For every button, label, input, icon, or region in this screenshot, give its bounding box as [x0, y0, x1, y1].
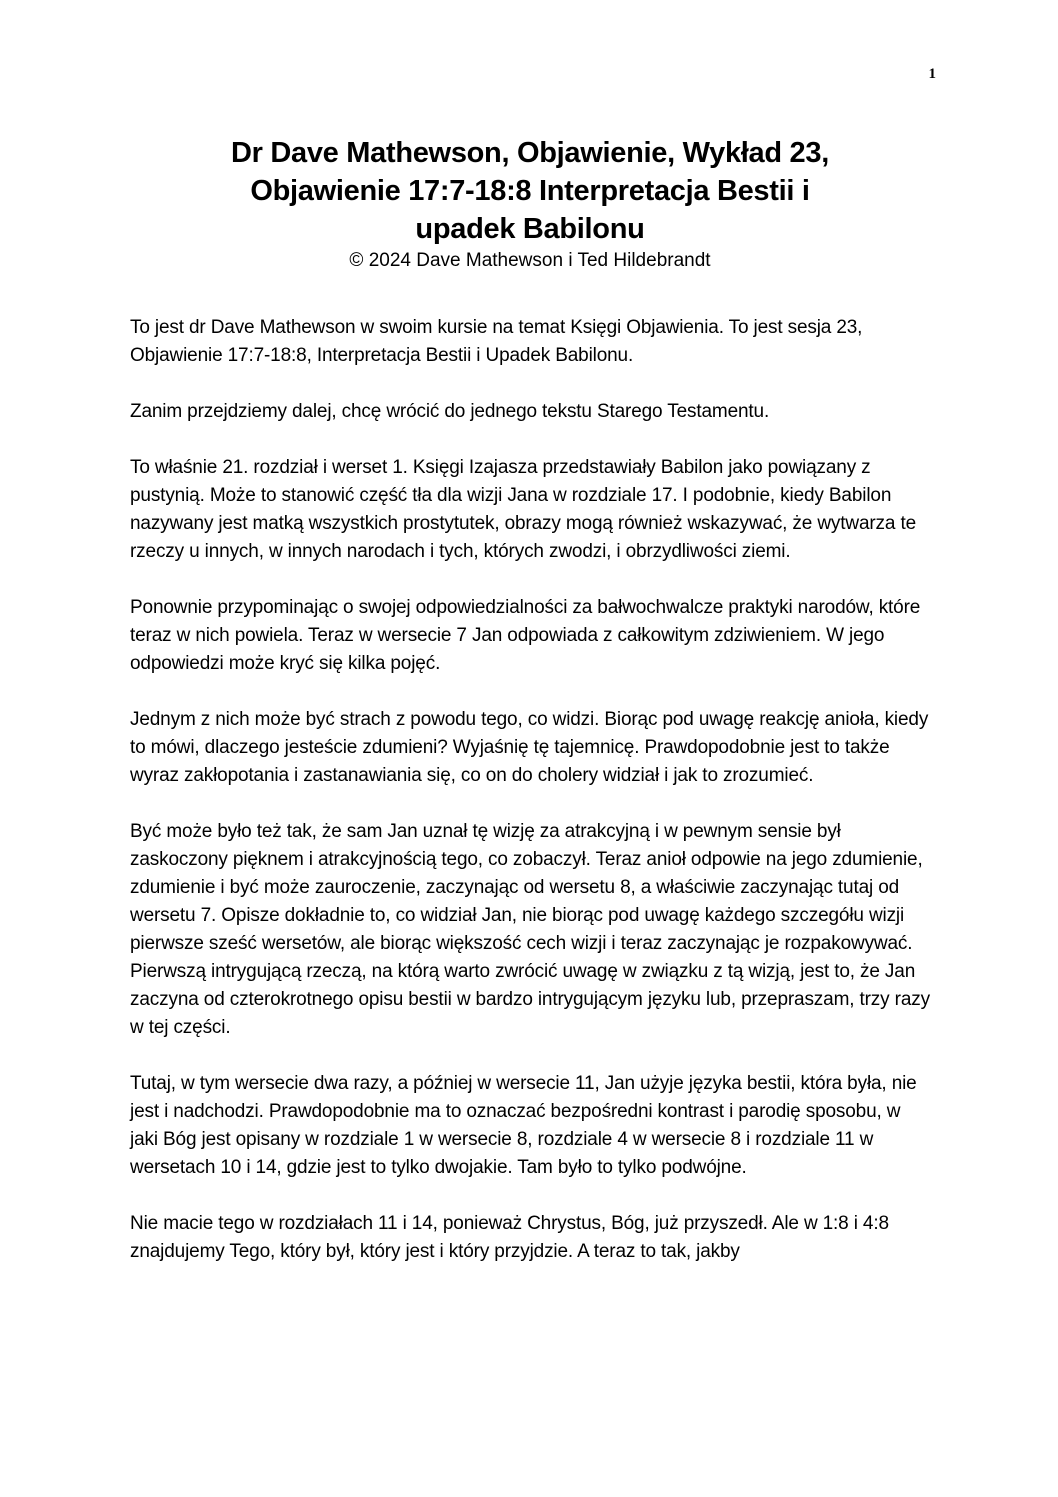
paragraph-responsibility: Ponownie przypominając o swojej odpowiedzialności za bałwochwalcze praktyki narodów, które teraz w nich powiela. Teraz w wersecie 7 Jan odpowiada z całkowitym zdziwieniem. W jego odpowiedzi może kryć się kilka pojęć. [130, 597, 921, 674]
title-line-2: Objawienie 17:7-18:8 Interpretacja Bestii i [250, 175, 810, 207]
paragraph-fear: Jednym z nich może być strach z powodu tego, co widzi. Biorąc pod uwagę reakcję anioła, kiedy to mówi, dlaczego jesteście zdumieni? Wyjaśnię tę tajemnicę. Prawdopodobnie jest to także wyraz zakłopotania i zastanawiania się, co on do cholery widział i jak to zrozumieć. [130, 709, 929, 786]
title-line-3: upadek Babilonu [415, 213, 645, 245]
paragraph-intro: To jest dr Dave Mathewson w swoim kursie na temat Księgi Objawienia. To jest sesja 23, Objawienie 17:7-18:8, Interpretacja Bestii i Upadek Babilonu. [130, 317, 863, 366]
document-body [130, 314, 930, 1294]
paragraph-chapters: Nie macie tego w rozdziałach 11 i 14, ponieważ Chrystus, Bóg, już przyszedł. Ale w 1:8 i 4:8 znajdujemy Tego, który był, który jest i który przyjdzie. A teraz to tak, jakby [130, 1213, 889, 1262]
paragraph-beast-language: Tutaj, w tym wersecie dwa razy, a później w wersecie 11, Jan użyje języka bestii, która była, nie jest i nadchodzi. Prawdopodobnie ma to oznaczać bezpośredni kontrast i parodię sposobu, w jaki Bóg jest opisany w rozdziale 1 w wersecie 8, rozdziale 4 w wersecie 8 i rozdziale 11 w wersetach 10 i 14, gdzie jest to tylko dwojakie. Tam było to tylko podwójne. [130, 1073, 917, 1178]
title-line-1: Dr Dave Mathewson, Objawienie, Wykład 23, [231, 137, 829, 169]
copyright-notice: © 2024 Dave Mathewson i Ted Hildebrandt [349, 250, 711, 271]
page-number: 1 [928, 66, 936, 82]
document-header [130, 134, 930, 274]
paragraph-isaiah: To właśnie 21. rozdział i werset 1. Księgi Izajasza przedstawiały Babilon jako powiązany z pustynią. Może to stanowić część tła dla wizji Jana w rozdziale 17. I podobnie, kiedy Babilon nazywany jest matką wszystkich prostytutek, obrazy mogą również wskazywać, że wytwarza te rzeczy u innych, w innych narodach i tych, których zwodzi, i obrzydliwości ziemi. [130, 457, 916, 562]
paragraph-old-testament: Zanim przejdziemy dalej, chcę wrócić do jednego tekstu Starego Testamentu. [130, 401, 770, 422]
paragraph-attraction: Być może było też tak, że sam Jan uznał tę wizję za atrakcyjną i w pewnym sensie był zaskoczony pięknem i atrakcyjnością tego, co zobaczył. Teraz anioł odpowie na jego zdumienie, zdumienie i być może zauroczenie, zaczynając od wersetu 8, a właściwie zaczynając tutaj od wersetu 7. Opisze dokładnie to, co widział Jan, nie biorąc pod uwagę każdego szczegółu wizji pierwsze sześć wersetów, ale biorąc większość cech wizji i teraz zaczynając je rozpakowywać. Pierwszą intrygującą rzeczą, na którą warto zwrócić uwagę w związku z tą wizją, jest to, że Jan zaczyna od czterokrotnego opisu bestii w bardzo intrygującym języku lub, przepraszam, trzy razy w tej części. [130, 821, 930, 1038]
